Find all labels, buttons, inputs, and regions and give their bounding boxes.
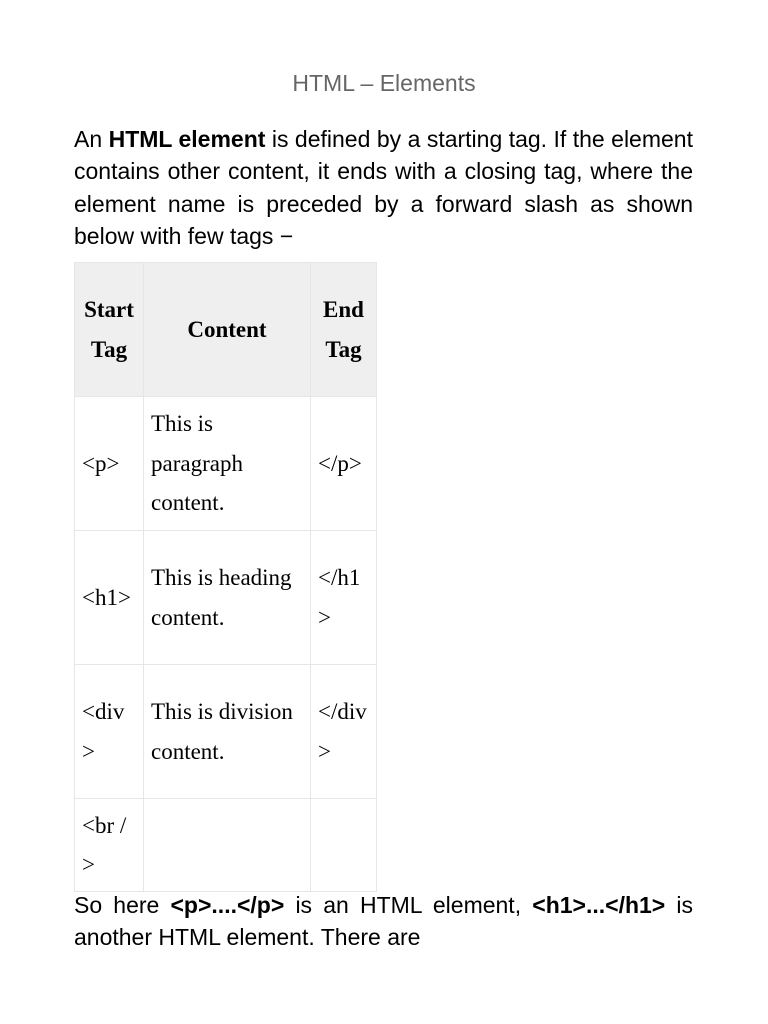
table-row (75, 397, 377, 531)
outro-paragraph (74, 889, 693, 954)
outro-text-3: is another HTML element. There are (74, 892, 694, 951)
cell-end-tag: </p> (311, 397, 377, 531)
table-row (75, 665, 377, 799)
cell-end-tag: </div> (311, 665, 377, 799)
outro-code-h1: <h1>...</h1> (532, 892, 666, 918)
intro-paragraph (74, 123, 693, 252)
cell-content: This is paragraph content. (144, 397, 311, 531)
table-row (75, 531, 377, 665)
outro-text-1: So here (74, 892, 171, 918)
cell-start-tag: <div> (75, 665, 144, 799)
page-title: HTML – Elements (292, 70, 476, 96)
header-end-tag: End Tag (311, 263, 377, 397)
cell-content: This is division content. (144, 665, 311, 799)
header-content: Content (144, 263, 311, 397)
header-start-tag: Start Tag (75, 263, 144, 397)
cell-start-tag: <br /> (75, 799, 144, 892)
intro-text-end: is defined by a starting tag. If the element contains other content, it ends with a closing tag, where the element name is preceded by a forward slash as shown below with few tags − (74, 126, 693, 249)
table-row (75, 799, 377, 892)
tags-table (74, 262, 377, 892)
cell-end-tag (311, 799, 377, 892)
table-header-row (75, 263, 377, 397)
cell-end-tag: </h1> (311, 531, 377, 665)
intro-bold-term: HTML element (108, 126, 266, 152)
outro-text-2: is an HTML element, (284, 892, 533, 918)
cell-content: This is heading content. (144, 531, 311, 665)
cell-start-tag: <p> (75, 397, 144, 531)
outro-code-p: <p>....</p> (170, 892, 285, 918)
intro-text-start: An (74, 126, 109, 152)
cell-content (144, 799, 311, 892)
cell-start-tag: <h1> (75, 531, 144, 665)
